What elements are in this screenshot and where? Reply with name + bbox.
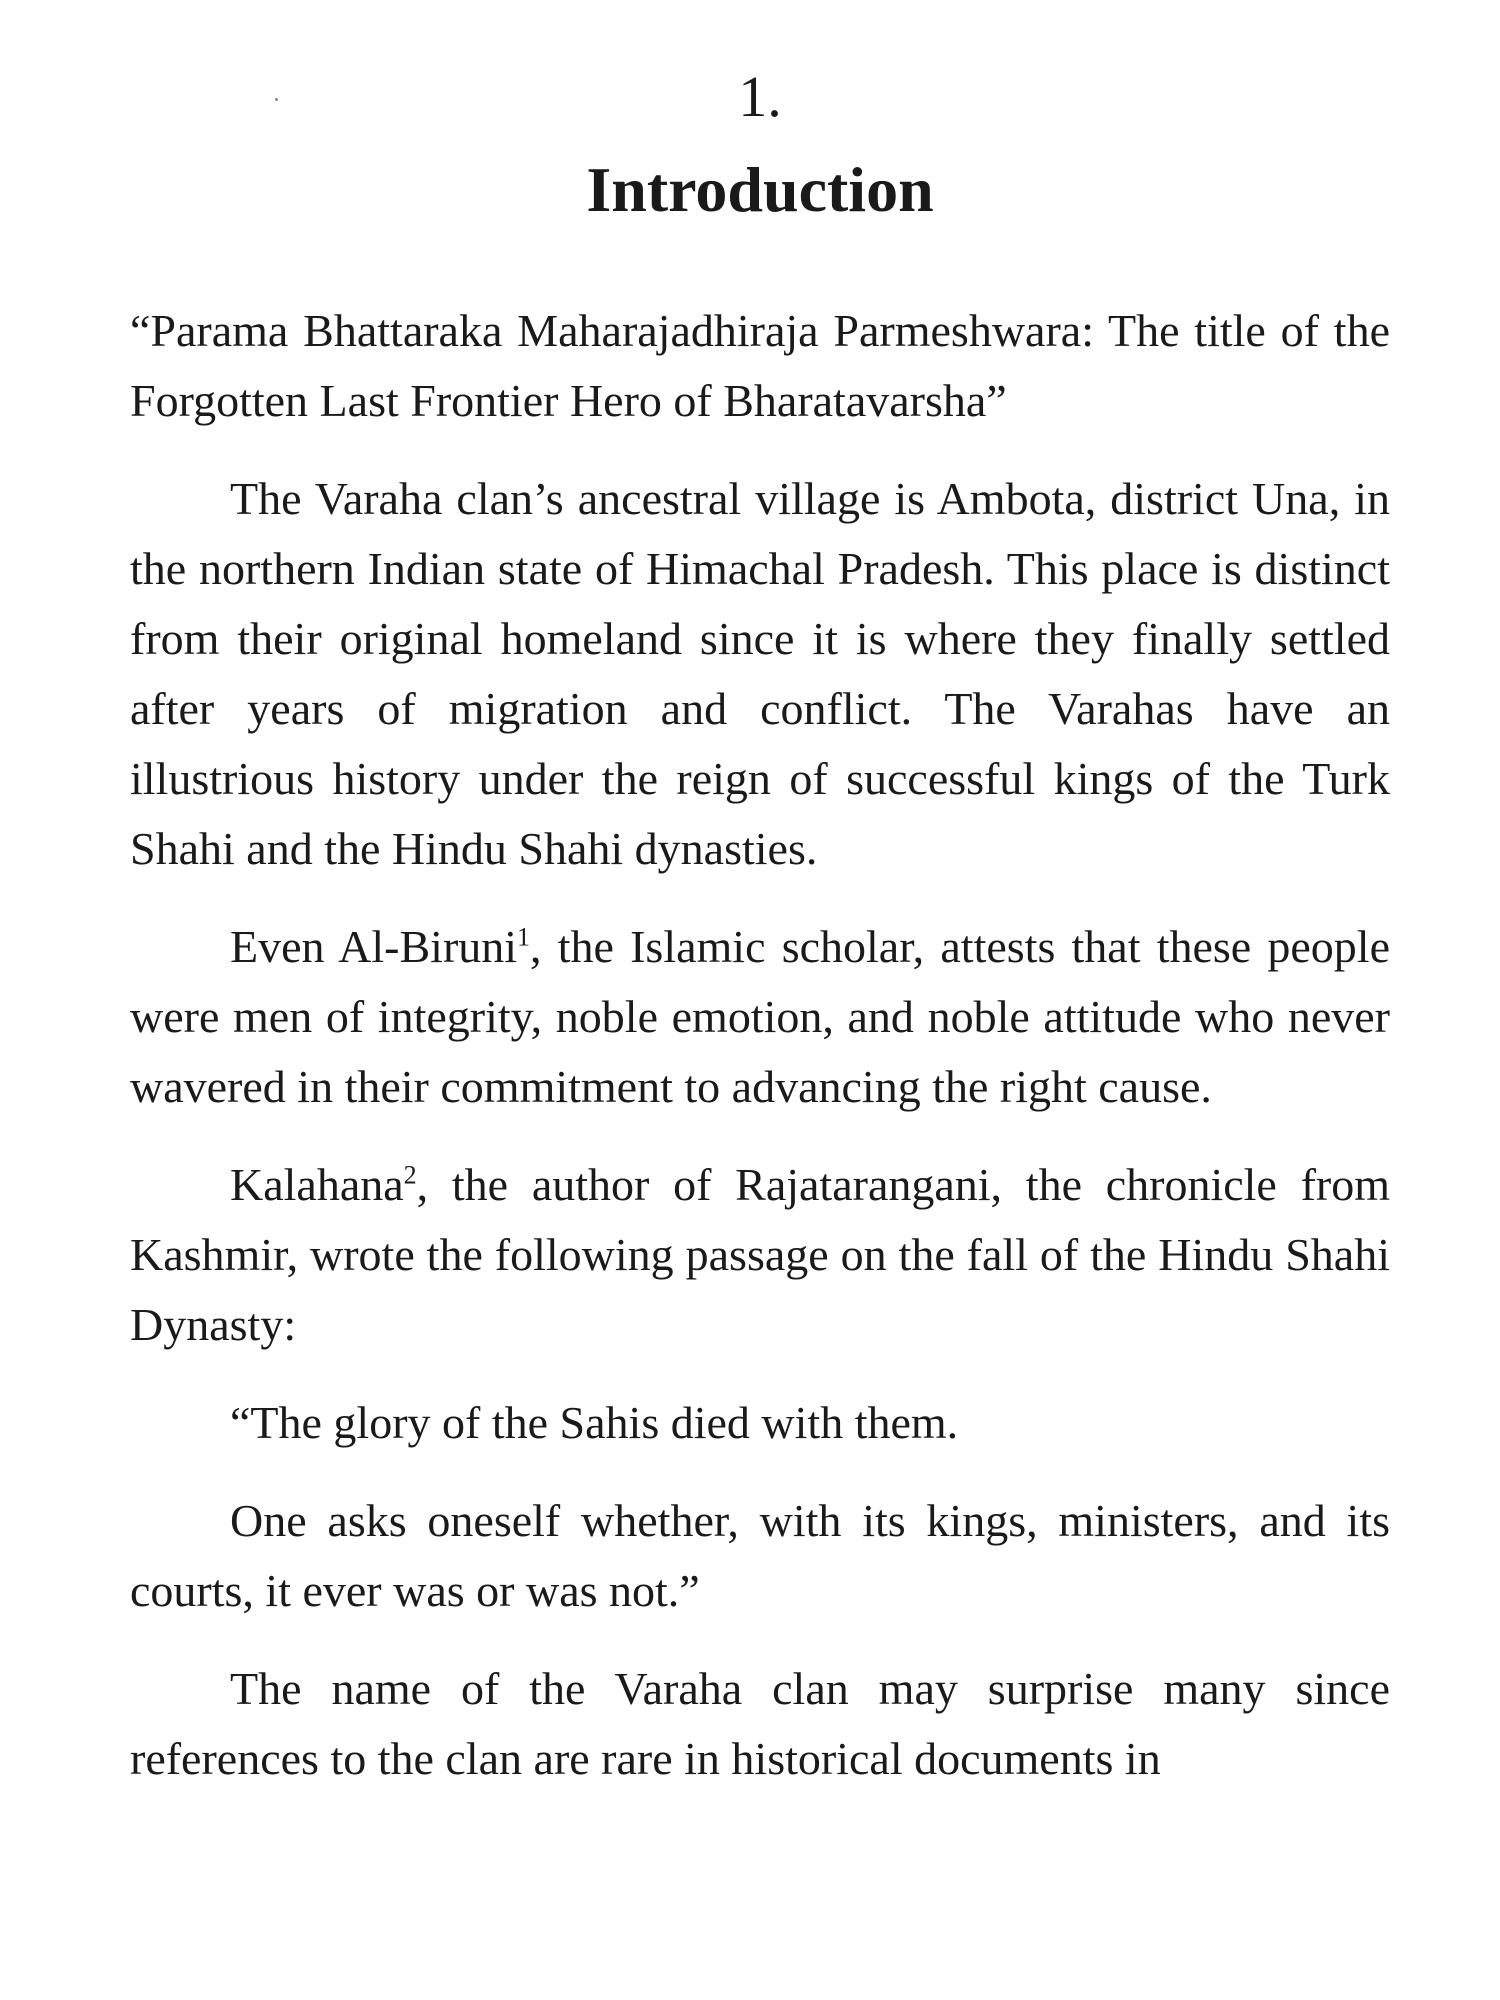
paragraph-2-rest: , the Islamic scholar, attests that these people were men of integrity, noble emotion, and noble attitude who never wavered in their commitment to advancing the right cause. [130,921,1391,1112]
epigraph: “Parama Bhattaraka Maharajadhiraja Parmeshwara: The title of the Forgotten Last Frontier Hero of Bharatavarsha” [130,305,1390,426]
paragraph-2 [130,912,1390,1122]
paragraph-4: The name of the Varaha clan may surprise many since references to the clan are rare in historical documents in [130,1663,1390,1784]
chapter-number: 1. [738,64,782,129]
body-text [130,296,1390,1822]
quote-line-1: “The glory of the Sahis died with them. [230,1397,959,1448]
paragraph-3-rest: , the author of Rajatarangani, the chronicle from Kashmir, wrote the following passage on the fall of the Hindu Shahi Dynasty: [130,1159,1390,1350]
quote-line-2: One asks oneself whether, with its kings, ministers, and its courts, it ever was or was not.” [130,1495,1390,1616]
footnote-ref-2[interactable]: 2 [403,1160,417,1190]
paragraph-3 [130,1150,1390,1360]
footnote-ref-1[interactable]: 1 [517,922,531,952]
paragraph-3-start: Kalahana [230,1159,404,1210]
paragraph-2-start: Even Al-Biruni [230,921,518,972]
paragraph-1: The Varaha clan’s ancestral village is Ambota, district Una, in the northern Indian state of Himachal Pradesh. This place is distinct from their original homeland since it is where they finally settled after years of migration and conflict. The Varahas have an illustrious history under the reign of successful kings of the Turk Shahi and the Hindu Shahi dynasties. [130,473,1390,874]
chapter-title: Introduction [586,154,934,225]
